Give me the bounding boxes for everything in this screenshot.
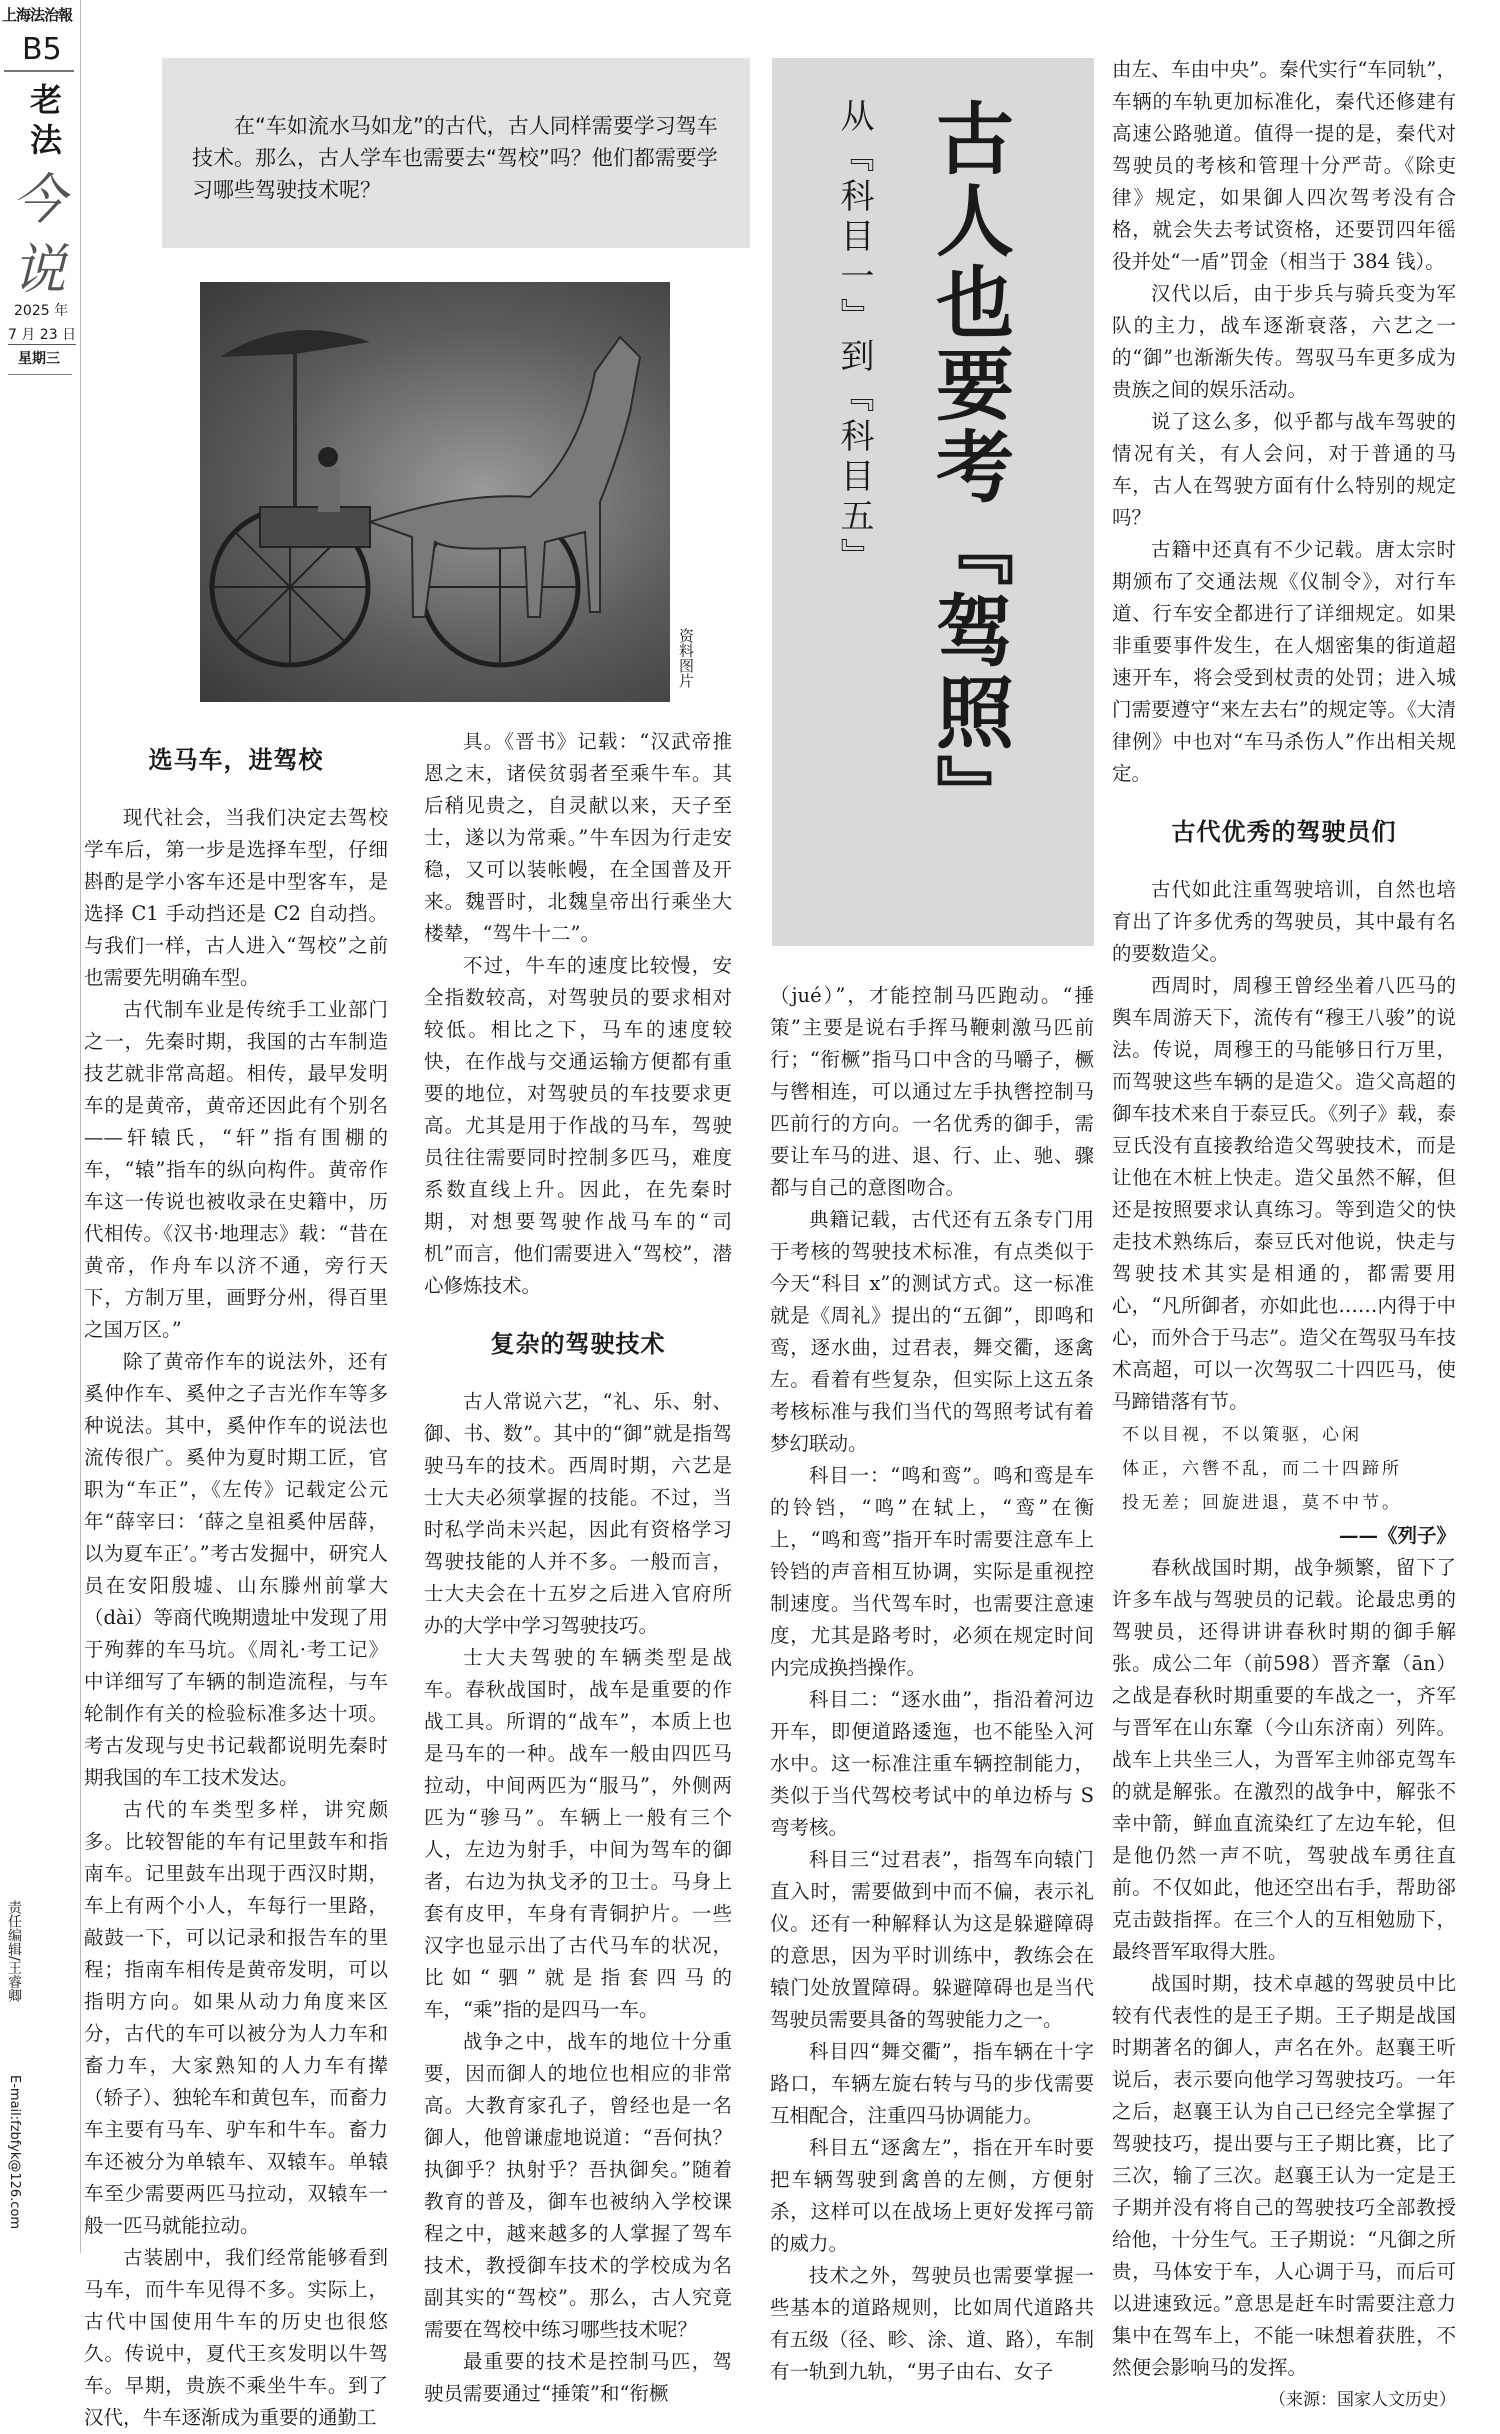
paragraph: 古籍中还真有不少记载。唐太宗时期颁布了交通法规《仪制令》，对行车道、行车安全都进行了详细规定。如果非重要事件发生，在人烟密集的街道超速开车，将会受到杖责的处罚；进入城门需要遵守“来左去右”的规定等。《大清律例》中也对“车马杀伤人”作出相关规定。 bbox=[1112, 538, 1456, 785]
masthead bbox=[0, 0, 80, 2253]
paragraph: 科目二：“逐水曲”，指沿着河边开车，即便道路逶迤，也不能坠入河水中。这一标准注重车辆控制能力，类似于当代驾校考试中的单边桥与 S 弯考核。 bbox=[770, 1688, 1094, 1839]
paragraph: 古代制车业是传统手工业部门之一，先秦时期，我国的古车制造技艺就非常高超。相传，最早发明车的是黄帝，黄帝还因此有个别名——轩辕氏，“轩”指有围棚的车，“辕”指车的纵向构件。黄帝作车这一传说也被收录在史籍中，历代相传。《汉书·地理志》载：“昔在黄帝，作舟车以济不通，旁行天下，方制万里，画野分州，得百里之国万区。” bbox=[84, 998, 388, 1341]
article-subtitle: 从『科目一』到『科目五』 bbox=[834, 98, 874, 578]
issue-date: 7 月 23 日 bbox=[8, 324, 76, 345]
intro-text: 在“车如流水马如龙”的古代，古人同样需要学习驾车技术。那么，古人学车也需要去“驾校”吗？他们都需要学习哪些驾驶技术呢？ bbox=[192, 114, 718, 202]
paragraph: 不过，牛车的速度比较慢，安全指数较高，对驾驶员的要求相对较低。相比之下，马车的速度较快，在作战与交通运输方便都有重要的地位，对驾驶员的车技要求更高。尤其是用于作战的马车，驾驶员往往需要同时控制多匹马，难度系数直线上升。因此，在先秦时期，对想要驾驶作战马车的“司机”而言，他们需要进入“驾校”，潜心修炼技术。 bbox=[424, 954, 732, 1297]
article-source: （来源：国家人文历史） bbox=[1269, 2390, 1456, 2410]
paragraph: 古代的车类型多样，讲究颇多。比较智能的车有记里鼓车和指南车。记里鼓车出现于西汉时期，车上有两个小人，车每行一里路，敲鼓一下，可以记录和报告车的里程；指南车相传是黄帝发明，可以指明方向。如果从动力角度来区分，古代的车可以被分为人力车和畜力车，大家熟知的人力车有撵（轿子）、独轮车和黄包车，而畜力车主要有马车、驴车和牛车。畜力车还被分为单辕车、双辕车。单辕车至少需要两匹马拉动，双辕车一般一匹马就能拉动。 bbox=[84, 1798, 388, 2237]
photo-caption: 资料图片 bbox=[677, 628, 695, 688]
column-1 bbox=[84, 718, 388, 2434]
paragraph: 说了这么多，似乎都与战车驾驶的情况有关，有人会问，对于普通的马车，古人在驾驶方面有什么特别的规定吗？ bbox=[1112, 410, 1456, 529]
paragraph: 由左、车由中央”。秦代实行“车同轨”，车辆的车轨更加标准化，秦代还修建有高速公路驰道。值得一提的是，秦代对驾驶员的考核和管理十分严苛。《除吏律》规定，如果御人四次驾考没有合格，就会失去考试资格，还要罚四年徭役并处“一盾”罚金（相当于 384 钱）。 bbox=[1112, 58, 1456, 273]
column-4 bbox=[1112, 54, 1456, 2416]
poem-line: 体正，六辔不乱，而二十四蹄所 bbox=[1122, 1459, 1402, 1479]
article-title: 古人也要考『驾照』 bbox=[923, 98, 1014, 836]
paragraph: 科目四“舞交衢”，指车辆在十字路口，车辆左旋右转与马的步伐需要互相配合，注重四马协调能力。 bbox=[770, 2040, 1094, 2127]
section-title: 老法 bbox=[30, 81, 63, 159]
paper-logo: 上海法治報 bbox=[2, 6, 73, 24]
paragraph: 典籍记载，古代还有五条专门用于考核的驾驶技术标准，有点类似于今天“科目 x”的测试方式。这一标准就是《周礼》提出的“五御”，即鸣和鸾，逐水曲，过君表，舞交衢，逐禽左。看着有些复杂，但实际上这五条考核标准与我们当代的驾照考试有着梦幻联动。 bbox=[770, 1208, 1094, 1455]
paragraph: 汉代以后，由于步兵与骑兵变为军队的主力，战车逐渐衰落，六艺之一的“御”也渐渐失传。驾驭马车更多成为贵族之间的娱乐活动。 bbox=[1112, 282, 1456, 401]
paragraph: 现代社会，当我们决定去驾校学车后，第一步是选择车型，仔细斟酌是学小客车还是中型客车，是选择 C1 手动挡还是 C2 自动挡。与我们一样，古人进入“驾校”之前也需要先明确车型。 bbox=[84, 806, 388, 989]
editor-credit: 责任编辑/王睿卿 bbox=[6, 1900, 22, 2003]
paragraph: （jué）”，才能控制马匹跑动。“捶策”主要是说右手挥马鞭刺激马匹前行；“衔橛”指马口中含的马嚼子，橛与辔相连，可以通过左手执辔控制马匹前行的方向。一名优秀的御手，需要让车马的进、退、行、止、驰、骤都与自己的意图吻合。 bbox=[770, 984, 1094, 1199]
paragraph: 具。《晋书》记载：“汉武帝推恩之末，诸侯贫弱者至乘牛车。其后稍见贵之，自灵献以来，天子至士，遂以为常乘。”牛车因为行走安稳，又可以装帐幔，在全国普及开来。魏晋时，北魏皇帝出行乘坐大楼辇，“驾牛十二”。 bbox=[424, 730, 732, 945]
section-title-script: 今说 bbox=[12, 168, 66, 301]
issue-year: 2025 年 bbox=[14, 303, 69, 319]
paragraph: 科目五“逐禽左”，指在开车时要把车辆驾驶到禽兽的左侧，方便射杀，这样可以在战场上更好发挥弓箭的威力。 bbox=[770, 2136, 1094, 2255]
paragraph: 士大夫驾驶的车辆类型是战车。春秋战国时，战车是重要的作战工具。所谓的“战车”，本质上也是马车的一种。战车一般由四匹马拉动，中间两匹为“服马”，外侧两匹为“骖马”。车辆上一般有三个人，左边为射手，中间为驾车的御者，右边为执戈矛的卫士。马身上套有皮甲，车身有青铜护片。一些汉字也显示出了古代马车的状况，比如“驷”就是指套四马的车，“乘”指的是四马一车。 bbox=[424, 1646, 732, 2021]
paragraph: 古人常说六艺，“礼、乐、射、御、书、数”。其中的“御”就是指驾驶马车的技术。西周时期，六艺是士大夫必须掌握的技能。不过，当时私学尚未兴起，因此有资格学习驾驶技能的人并不多。一般而言，士大夫会在十五岁之后进入官府所办的大学中学习驾驶技巧。 bbox=[424, 1390, 732, 1637]
paragraph: 战争之中，战车的地位十分重要，因而御人的地位也相应的非常高。大教育家孔子，曾经也是一名御人，他曾谦虚地说道：“吾何执？执御乎？执射乎？吾执御矣。”随着教育的普及，御车也被纳入学校课程之中，越来越多的人掌握了驾车技术，教授御车技术的学校成为名副其实的“驾校”。那么，古人究竟需要在驾校中练习哪些技术呢？ bbox=[424, 2030, 732, 2341]
column-2 bbox=[424, 726, 732, 2410]
paragraph: 技术之外，驾驶员也需要掌握一些基本的道路规则，比如周代道路共有五级（径、畛、涂、道、路），车制有一轨到九轨，“男子由右、女子 bbox=[770, 2264, 1094, 2383]
paragraph: 春秋战国时期，战争频繁，留下了许多车战与驾驶员的记载。论最忠勇的驾驶员，还得讲讲春秋时期的御手解张。成公二年（前598）晋齐鞌（ān）之战是春秋时期重要的车战之一，齐军与晋军在山东鞌（今山东济南）列阵。战车上共坐三人，为晋军主帅郤克驾车的就是解张。在激烈的战争中，解张不幸中箭，鲜血直流染红了左边车轮，但是他仍然一声不吭，驾驶战车勇往直前。不仅如此，他还空出右手，帮助郤克击鼓指挥。在三个人的互相勉励下，最终晋军取得大胜。 bbox=[1112, 1556, 1456, 1963]
paragraph: 最重要的技术是控制马匹，驾驶员需要通过“捶策”和“衔橛 bbox=[424, 2350, 732, 2405]
article-photo bbox=[200, 282, 670, 702]
chariot-illustration bbox=[200, 282, 670, 702]
section-heading: 复杂的驾驶技术 bbox=[490, 1330, 666, 1358]
paragraph: 西周时，周穆王曾经坐着八匹马的舆车周游天下，流传有“穆王八骏”的说法。传说，周穆王的马能够日行万里，而驾驶这些车辆的是造父。造父高超的御车技术来自于泰豆氏。《列子》载，泰豆氏没有直接教给造父驾驶技术，而是让他在木桩上快走。造父虽然不解，但还是按照要求认真练习。等到造父的快走技术熟练后，泰豆氏对他说，快走与驾驶技术其实是相通的，都需要用心，“凡所御者，亦如此也……内得于中心，而外合于马志”。造父在驾驭马车技术高超，可以一次驾驭二十四匹马，使马蹄错落有节。 bbox=[1112, 974, 1456, 1413]
column-3 bbox=[770, 980, 1094, 2388]
paragraph: 除了黄帝作车的说法外，还有奚仲作车、奚仲之子吉光作车等多种说法。其中，奚仲作车的说法也流传很广。奚仲为夏时期工匠，官职为“车正”，《左传》记载定公元年“薛宰曰：‘薛之皇祖奚仲居薛，以为夏车正’。”考古发掘中，研究人员在安阳殷墟、山东滕州前掌大（dài）等商代晚期遗址中发现了用于殉葬的车马坑。《周礼·考工记》中详细写了车辆的制造流程，与车轮制作有关的检验标准多达十项。考古发现与史书记载都说明先秦时期我国的车工技术发达。 bbox=[84, 1350, 388, 1789]
page-number: B5 bbox=[22, 32, 62, 67]
paragraph: 古装剧中，我们经常能够看到马车，而牛车见得不多。实际上，古代中国使用牛车的历史也很悠久。传说中，夏代王亥发明以牛驾车。早期，贵族不乘坐牛车。到了汉代，牛车逐渐成为重要的通勤工 bbox=[84, 2246, 388, 2429]
section-heading: 古代优秀的驾驶员们 bbox=[1171, 818, 1397, 846]
paragraph: 古代如此注重驾驶培训，自然也培育出了许多优秀的驾驶员，其中最有名的要数造父。 bbox=[1112, 878, 1456, 965]
paragraph: 科目三“过君表”，指驾车向辕门直入时，需要做到中而不偏，表示礼仪。还有一种解释认为这是躲避障碍的意思，因为平时训练中，教练会在辕门处放置障碍。躲避障碍也是当代驾驶员需要具备的驾驶能力之一。 bbox=[770, 1848, 1094, 2031]
intro-box bbox=[162, 58, 750, 248]
headline-panel bbox=[772, 58, 1094, 946]
paragraph: 战国时期，技术卓越的驾驶员中比较有代表性的是王子期。王子期是战国时期著名的御人，声名在外。赵襄王听说后，表示要向他学习驾驶技巧。一年之后，赵襄王认为自己已经完全掌握了驾驶技巧，提出要与王子期比赛，比了三次，输了三次。赵襄王认为一定是王子期并没有将自己的驾驶技巧全部教授给他，十分生气。王子期说：“凡御之所贵，马体安于车，人心调于马，而后可以进速致远。”意思是赶车时需要注意力集中在驾车上，不能一味想着获胜，不然便会影响马的发挥。 bbox=[1112, 1972, 1456, 2379]
editor-email: E-mail:fzbfyk@126.com bbox=[7, 2075, 22, 2230]
issue-weekday: 星期三 bbox=[18, 351, 60, 367]
paragraph: 科目一：“鸣和鸾”。鸣和鸾是车的铃铛，“鸣”在轼上，“鸾”在衡上，“鸣和鸾”指开车时需要注意车上铃铛的声音相互协调，实际是重视控制速度。当代驾车时，也需要注意速度，尤其是路考时，必须在规定时间内完成换挡操作。 bbox=[770, 1464, 1094, 1679]
poem-source: ——《列子》 bbox=[1338, 1524, 1456, 1547]
section-heading: 选马车，进驾校 bbox=[148, 746, 324, 774]
poem-line: 投无差；回旋进退，莫不中节。 bbox=[1122, 1493, 1402, 1513]
poem-line: 不以目视，不以策驱，心闲 bbox=[1122, 1425, 1362, 1445]
